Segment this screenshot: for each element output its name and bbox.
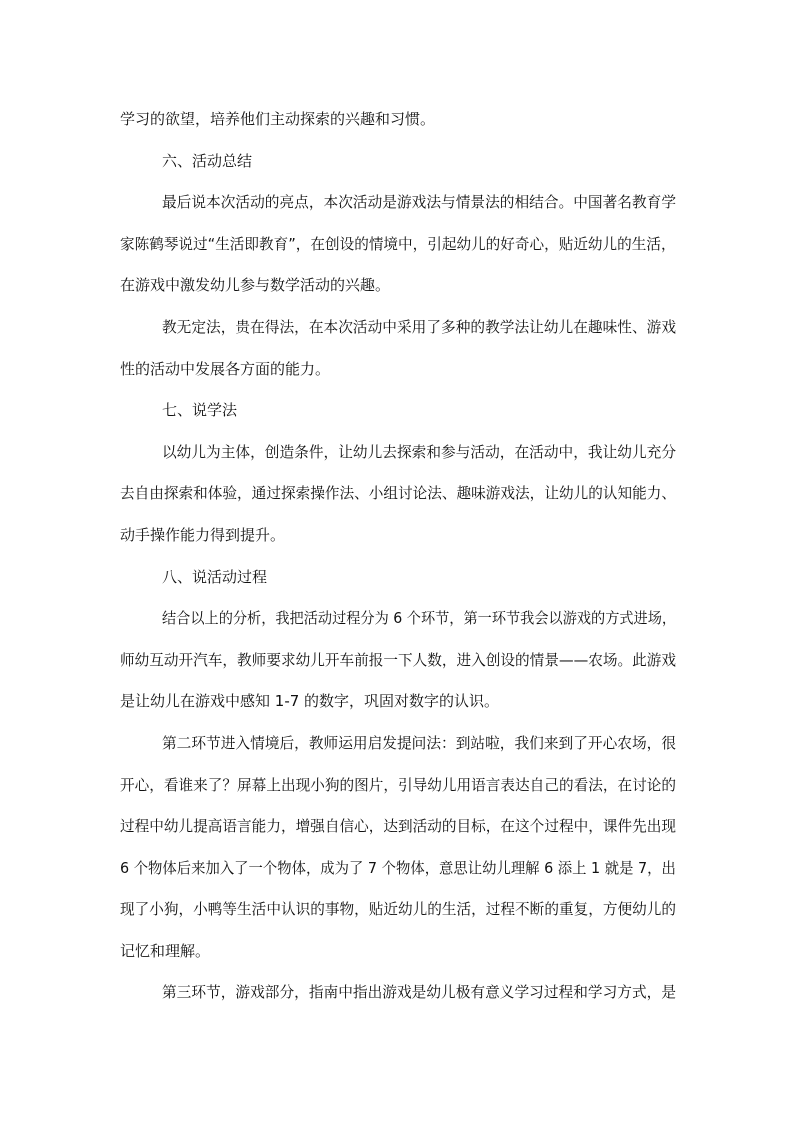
paragraph-line: 开心，看谁来了？屏幕上出现小狗的图片，引导幼儿用语言表达自己的看法，在讨论的 [120,775,677,794]
paragraph-line: 师幼互动开汽车，教师要求幼儿开车前报一下人数，进入创设的情景——农场。此游戏 [120,650,677,669]
document-body [120,99,676,1014]
section-heading: 六、活动总结 [162,151,253,170]
section-heading: 七、说学法 [162,401,238,420]
paragraph-line: 6 个物体后来加入了一个物体，成为了 7 个物体，意思让幼儿理解 6 添上 1 就是 7，出 [120,858,676,877]
paragraph-line: 学习的欲望，培养他们主动探索的兴趣和习惯。 [120,110,436,128]
paragraph-line: 记忆和理解。 [120,941,211,960]
paragraph-line: 家陈鹤琴说过“生活即教育”，在创设的情境中，引起幼儿的好奇心，贴近幼儿的生活， [120,234,676,253]
paragraph-line: 最后说本次活动的亮点，本次活动是游戏法与情景法的相结合。中国著名教育学 [162,193,677,212]
paragraph-line: 教无定法，贵在得法，在本次活动中采用了多种的教学法让幼儿在趣味性、游戏 [162,317,677,336]
section-heading: 八、说活动过程 [162,567,268,586]
paragraph-line: 动手操作能力得到提升。 [120,525,286,544]
paragraph-line: 性的活动中发展各方面的能力。 [120,359,331,378]
paragraph-line: 第三环节，游戏部分，指南中指出游戏是幼儿极有意义学习过程和学习方式，是 [162,983,677,1002]
paragraph-line: 结合以上的分析，我把活动过程分为 6 个环节，第一环节我会以游戏的方式进场， [162,609,677,628]
paragraph-line: 在游戏中激发幼儿参与数学活动的兴趣。 [120,276,391,295]
paragraph-line: 以幼儿为主体，创造条件，让幼儿去探索和参与活动，在活动中，我让幼儿充分 [162,442,677,461]
paragraph-line: 去自由探索和体验，通过探索操作法、小组讨论法、趣味游戏法，让幼儿的认知能力、 [120,484,677,503]
paragraph-line: 是让幼儿在游戏中感知 1-7 的数字，巩固对数字的认识。 [120,692,500,711]
paragraph-line: 现了小狗，小鸭等生活中认识的事物，贴近幼儿的生活，过程不断的重复，方便幼儿的 [120,900,677,919]
paragraph-line: 过程中幼儿提高语言能力，增强自信心，达到活动的目标，在这个过程中，课件先出现 [120,817,677,836]
paragraph-line: 第二环节进入情境后，教师运用启发提问法：到站啦，我们来到了开心农场，很 [162,733,677,752]
